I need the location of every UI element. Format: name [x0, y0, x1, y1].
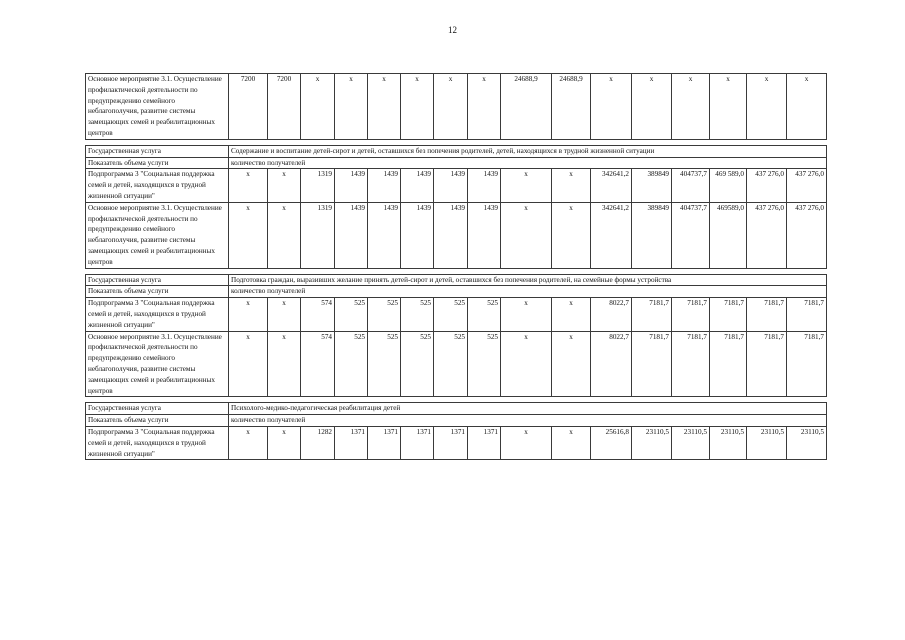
table-cell: х: [747, 74, 787, 140]
indicator-row: [86, 157, 827, 169]
table-cell: х: [591, 74, 632, 140]
table-cell: х: [229, 202, 268, 268]
table-cell: 404737,7: [672, 202, 710, 268]
indicator-row-label: Показатель объема услуги: [86, 157, 229, 169]
table-cell: 1439: [468, 169, 501, 202]
service-row-value: Психолого-медико-педагогическая реабилитация детей: [229, 403, 827, 415]
table-cell: х: [501, 202, 552, 268]
table-cell: 1439: [368, 169, 401, 202]
budget-table: [85, 73, 827, 460]
service-row-label: Государственная услуга: [86, 145, 229, 157]
table-cell: 574: [301, 298, 335, 331]
table-cell: 1371: [401, 426, 434, 459]
indicator-row: [86, 415, 827, 427]
row-name: Подпрограмма 3 "Социальная поддержка семей и детей, находящихся в трудной жизненной ситуации": [86, 426, 229, 459]
row-name: Основное мероприятие 3.1. Осуществление профилактической деятельности по предупреждению семейного неблагополучия, развитие системы замещающих семей и реабилитационных центров: [86, 331, 229, 397]
table-cell: 437 276,0: [787, 202, 827, 268]
table-cell: х: [368, 74, 401, 140]
table-cell: 525: [401, 331, 434, 397]
row-name: Основное мероприятие 3.1. Осуществление профилактической деятельности по предупреждению семейного неблагополучия, развитие системы замещающих семей и реабилитационных центров: [86, 74, 229, 140]
service-row: [86, 274, 827, 286]
table-cell: 1439: [468, 202, 501, 268]
table-cell: 574: [301, 331, 335, 397]
table-cell: 525: [368, 331, 401, 397]
indicator-row-value: количество получателей: [229, 286, 827, 298]
table-cell: 1371: [468, 426, 501, 459]
table-cell: х: [401, 74, 434, 140]
table-row: [86, 202, 827, 268]
table-cell: х: [552, 331, 591, 397]
table-cell: 7181,7: [787, 298, 827, 331]
table-cell: х: [501, 169, 552, 202]
table-cell: 342641,2: [591, 202, 632, 268]
table-cell: 404737,7: [672, 169, 710, 202]
table-row: [86, 331, 827, 397]
table-cell: 525: [468, 331, 501, 397]
table-cell: х: [552, 426, 591, 459]
indicator-row-value: количество получателей: [229, 415, 827, 427]
indicator-row-label: Показатель объема услуги: [86, 286, 229, 298]
table-cell: 7181,7: [747, 298, 787, 331]
table-cell: 525: [434, 298, 468, 331]
table-cell: 437 276,0: [747, 169, 787, 202]
service-row-value: Содержание и воспитание детей-сирот и детей, оставшихся без попечения родителей, детей, находящихся в трудной жизненной ситуации: [229, 145, 827, 157]
table-cell: х: [552, 169, 591, 202]
table-cell: 8022,7: [591, 298, 632, 331]
table-cell: х: [335, 74, 368, 140]
table-cell: 23110,5: [672, 426, 710, 459]
table-cell: х: [434, 74, 468, 140]
table-cell: 1371: [368, 426, 401, 459]
table-cell: х: [268, 202, 301, 268]
table-cell: х: [552, 202, 591, 268]
table-cell: 389849: [632, 169, 672, 202]
row-name: Подпрограмма 3 "Социальная поддержка семей и детей, находящихся в трудной жизненной ситуации": [86, 298, 229, 331]
table-cell: 1371: [335, 426, 368, 459]
table-cell: 23110,5: [632, 426, 672, 459]
table-cell: 1439: [335, 169, 368, 202]
table-row: [86, 426, 827, 459]
table-cell: 7200: [268, 74, 301, 140]
table-cell: х: [229, 169, 268, 202]
table-cell: 8022,7: [591, 331, 632, 397]
table-cell: 1439: [401, 202, 434, 268]
table-cell: 23110,5: [710, 426, 747, 459]
table-cell: х: [501, 298, 552, 331]
table-cell: 469 589,0: [710, 169, 747, 202]
table-cell: х: [229, 426, 268, 459]
table-cell: 525: [335, 298, 368, 331]
table-cell: 1282: [301, 426, 335, 459]
indicator-row-label: Показатель объема услуги: [86, 415, 229, 427]
table-cell: 7181,7: [710, 331, 747, 397]
table-cell: 7181,7: [672, 298, 710, 331]
table-cell: х: [501, 331, 552, 397]
table-cell: 1371: [434, 426, 468, 459]
table-cell: 525: [401, 298, 434, 331]
table-cell: х: [632, 74, 672, 140]
table-cell: 1439: [434, 169, 468, 202]
table-cell: 7200: [229, 74, 268, 140]
table-cell: 7181,7: [632, 298, 672, 331]
page-number: 12: [448, 25, 457, 35]
table-cell: 342641,2: [591, 169, 632, 202]
table-cell: 389849: [632, 202, 672, 268]
table-row: [86, 169, 827, 202]
table-cell: х: [268, 298, 301, 331]
table-body: [86, 74, 827, 460]
table-cell: 1439: [434, 202, 468, 268]
table-cell: 7181,7: [710, 298, 747, 331]
table-cell: х: [552, 298, 591, 331]
service-row-label: Государственная услуга: [86, 274, 229, 286]
table-cell: х: [229, 298, 268, 331]
table-cell: 437 276,0: [747, 202, 787, 268]
table-cell: х: [468, 74, 501, 140]
table-cell: 525: [335, 331, 368, 397]
table-cell: 469589,0: [710, 202, 747, 268]
table-cell: 1439: [401, 169, 434, 202]
table-cell: 525: [434, 331, 468, 397]
table-cell: 23110,5: [787, 426, 827, 459]
table-cell: х: [268, 169, 301, 202]
table-cell: х: [301, 74, 335, 140]
table-cell: 7181,7: [787, 331, 827, 397]
table-cell: 525: [468, 298, 501, 331]
table-cell: 24688,9: [501, 74, 552, 140]
row-name: Подпрограмма 3 "Социальная поддержка семей и детей, находящихся в трудной жизненной ситуации": [86, 169, 229, 202]
table-cell: 25616,8: [591, 426, 632, 459]
table-cell: 24688,9: [552, 74, 591, 140]
indicator-row-value: количество получателей: [229, 157, 827, 169]
table-cell: 7181,7: [672, 331, 710, 397]
table-cell: 1319: [301, 169, 335, 202]
table-cell: 23110,5: [747, 426, 787, 459]
table-cell: 1319: [301, 202, 335, 268]
indicator-row: [86, 286, 827, 298]
table-cell: 1439: [335, 202, 368, 268]
table-cell: х: [710, 74, 747, 140]
service-row-label: Государственная услуга: [86, 403, 229, 415]
table-cell: х: [229, 331, 268, 397]
table-cell: 7181,7: [632, 331, 672, 397]
table-cell: 1439: [368, 202, 401, 268]
table-cell: х: [672, 74, 710, 140]
table-row: [86, 298, 827, 331]
table-cell: 525: [368, 298, 401, 331]
row-name: Основное мероприятие 3.1. Осуществление профилактической деятельности по предупреждению семейного неблагополучия, развитие системы замещающих семей и реабилитационных центров: [86, 202, 229, 268]
table-cell: 7181,7: [747, 331, 787, 397]
table-row: [86, 74, 827, 140]
table-cell: х: [268, 331, 301, 397]
service-row: [86, 403, 827, 415]
table-cell: 437 276,0: [787, 169, 827, 202]
table-cell: х: [501, 426, 552, 459]
service-row: [86, 145, 827, 157]
table-cell: х: [268, 426, 301, 459]
table-cell: х: [787, 74, 827, 140]
service-row-value: Подготовка граждан, выразивших желание принять детей-сирот и детей, оставшихся без попечения родителей, на семейные формы устройства: [229, 274, 827, 286]
